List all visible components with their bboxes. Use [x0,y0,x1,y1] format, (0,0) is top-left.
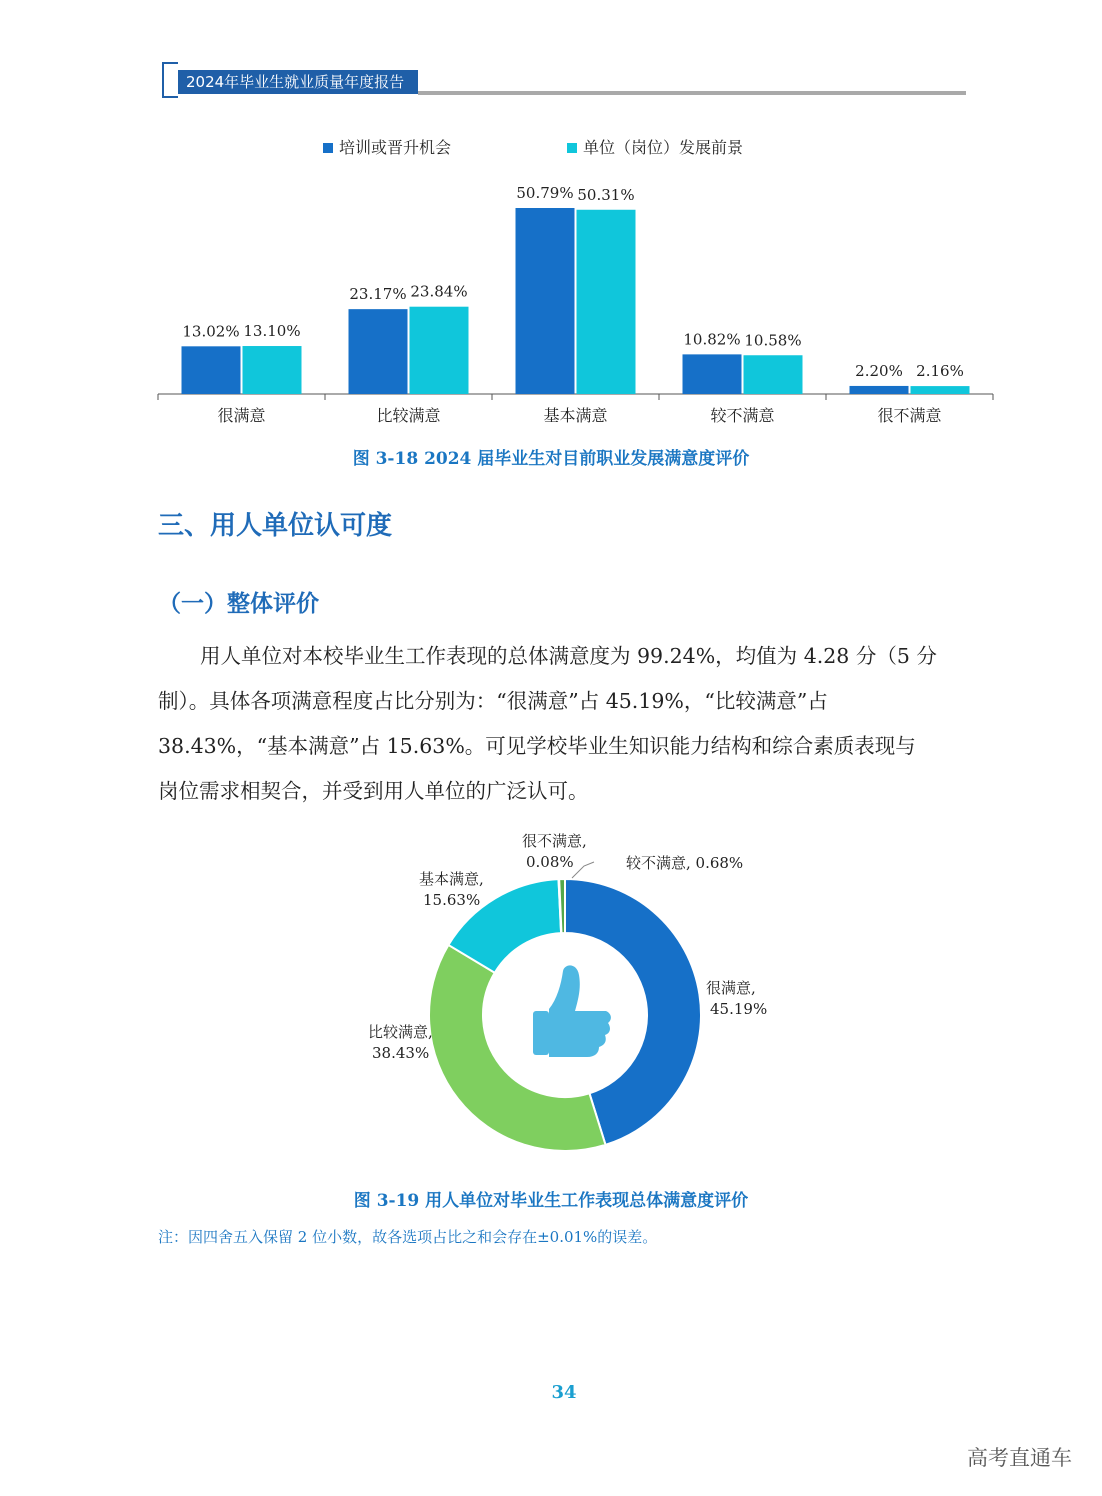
donut-value-label: 38.43% [372,1044,430,1062]
bar-data-label: 13.02% [182,322,240,341]
bar [349,309,408,394]
footnote: 注：因四舍五入保留 2 位小数，故各选项占比之和会存在±0.01%的误差。 [158,1228,658,1246]
bar [577,210,636,394]
bar-data-label: 50.31% [577,185,635,204]
legend-label: 单位（岗位）发展前景 [583,138,744,157]
paragraph-line: 用人单位对本校毕业生工作表现的总体满意度为 99.24%，均值为 4.28 分（5 分 [200,644,937,668]
paragraph-line: 岗位需求相契合，并受到用人单位的广泛认可。 [158,779,589,803]
donut-value-label: 15.63% [423,891,481,909]
bar-data-label: 23.17% [349,285,407,304]
donut-label: 基本满意, [419,870,484,888]
bar-data-label: 10.82% [683,330,741,349]
donut-chart [340,820,780,1170]
legend-label: 培训或晋升机会 [339,138,452,157]
paragraph-line: 38.43%，“基本满意”占 15.63%。可见学校毕业生知识能力结构和综合素质表现与 [158,734,916,758]
bar-chart [150,130,1010,430]
bar-chart-caption: 图 3-18 2024 届毕业生对目前职业发展满意度评价 [352,449,750,469]
bar [744,355,803,394]
donut-value-label: 0.08% [526,853,574,871]
body-paragraph [158,634,970,814]
bar [683,354,742,394]
donut-label: 很满意, [706,979,756,997]
bar-data-label: 2.16% [916,362,964,381]
watermark: 高考直通车 [967,1446,1072,1470]
bar [410,307,469,394]
legend-swatch [567,143,577,153]
legend-swatch [323,143,333,153]
bar-data-label: 23.84% [410,282,468,301]
bar-data-label: 10.58% [744,331,802,350]
header-rule [418,91,966,95]
bar-data-label: 2.20% [855,361,903,380]
donut-label: 比较满意, [368,1023,433,1041]
section-title: 三、用人单位认可度 [158,511,393,541]
bar-data-label: 13.10% [243,322,301,341]
donut-chart-caption: 图 3-19 用人单位对毕业生工作表现总体满意度评价 [353,1191,749,1211]
x-tick-label: 很不满意 [877,406,942,425]
x-tick-label: 比较满意 [376,406,441,425]
bar-data-label: 50.79% [516,184,574,202]
paragraph-line: 制）。具体各项满意程度占比分别为：“很满意”占 45.19%，“比较满意”占 [158,689,828,713]
report-title: 2024年毕业生就业质量年度报告 [178,70,418,94]
x-tick-label: 很满意 [217,406,266,425]
header-frame [162,62,178,98]
bar [911,386,970,394]
donut-label: 很不满意, [522,832,587,850]
donut-label: 较不满意, 0.68% [626,854,744,872]
x-tick-label: 基本满意 [543,406,608,425]
bar [850,386,909,394]
leader-line [572,862,594,878]
bar [243,346,302,394]
donut-value-label: 45.19% [710,1000,768,1018]
bar [516,208,575,394]
page-number: 34 [551,1382,577,1403]
thumbs-up-icon [533,965,611,1057]
bar [182,346,241,394]
subsection-title: （一）整体评价 [158,591,319,617]
x-tick-label: 较不满意 [710,406,775,425]
